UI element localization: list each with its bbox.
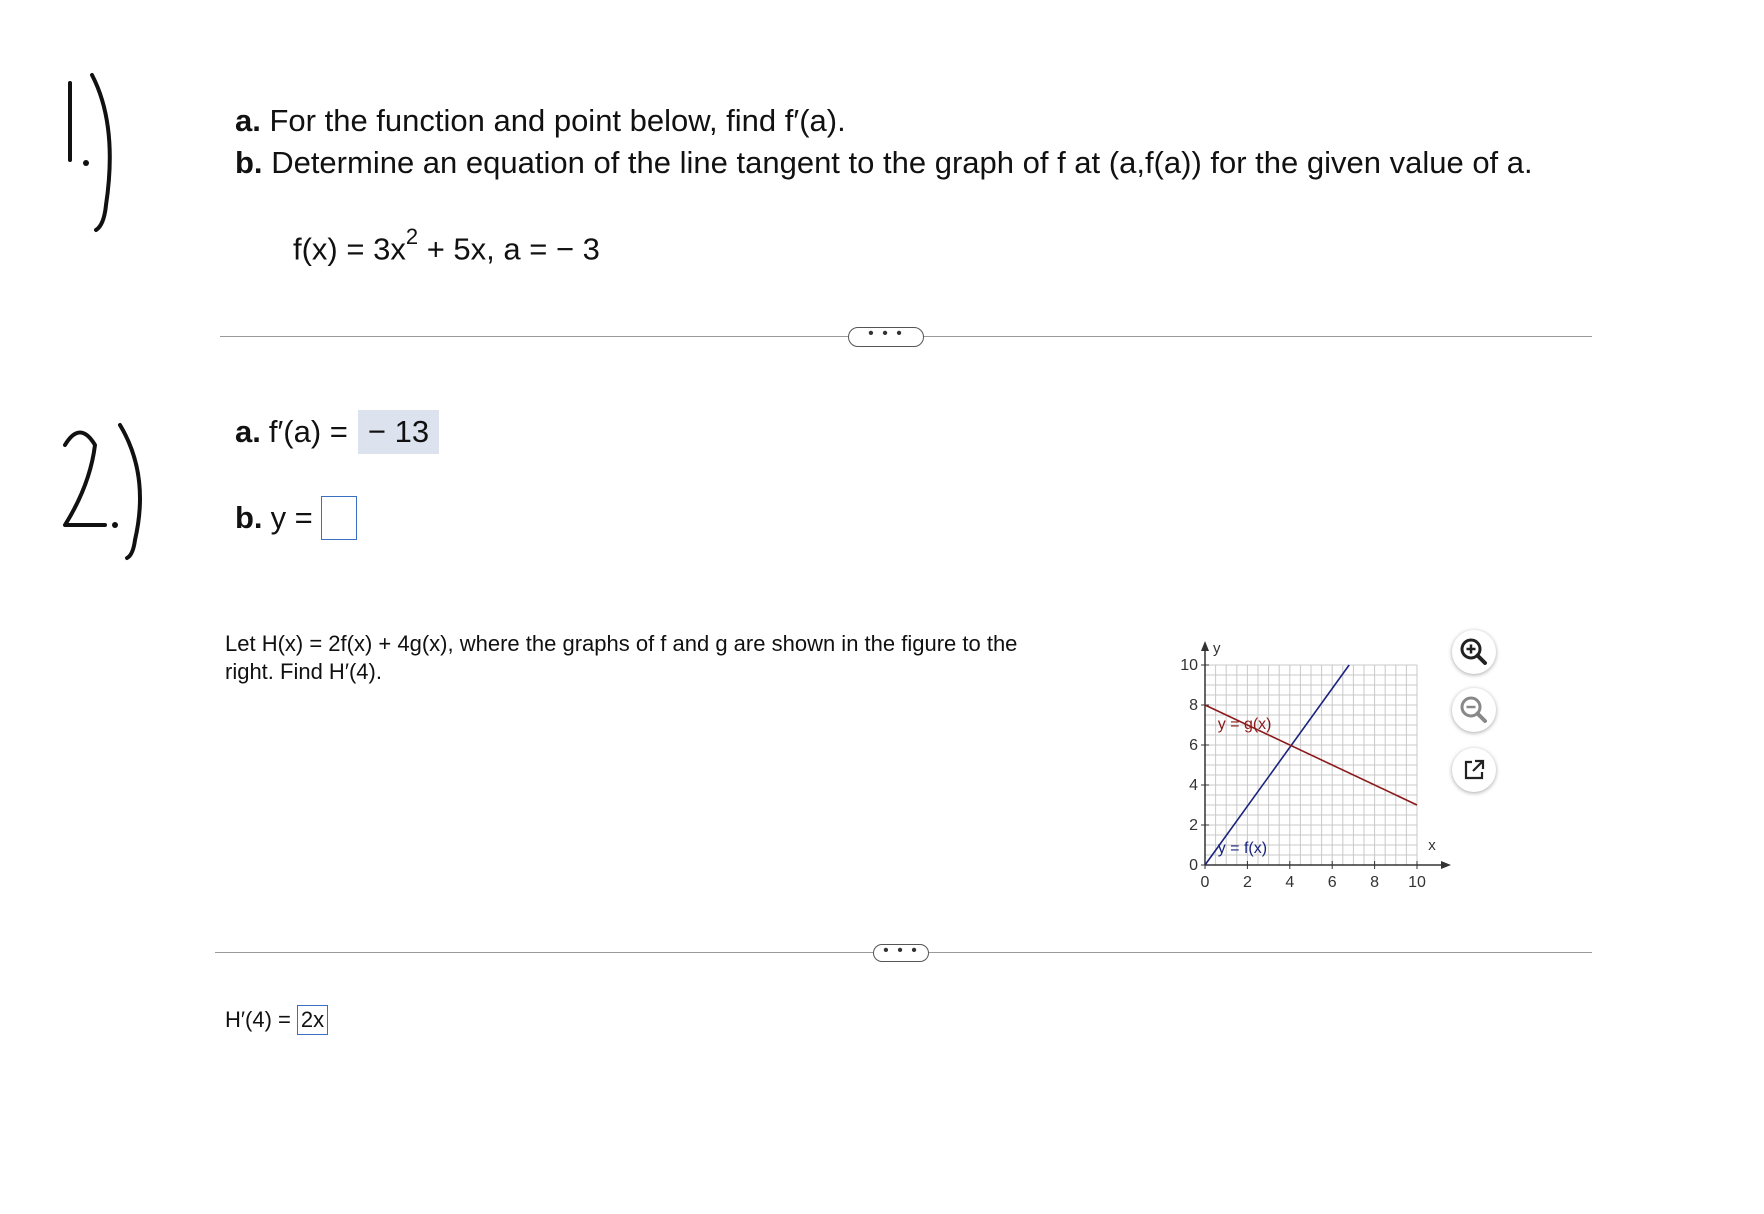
- part-b-label: b.: [235, 145, 263, 180]
- handwritten-number-one: [58, 65, 128, 235]
- problem-2-text: Let H(x) = 2f(x) + 4g(x), where the graphs of f and g are shown in the figure to the right. Find H′(4).: [225, 631, 1018, 684]
- function-exponent: 2: [405, 224, 419, 249]
- part-b-text: Determine an equation of the line tangent to the graph of f at (a,f(a)) for the given value of a.: [271, 145, 1533, 180]
- x-tick-label: 10: [1408, 874, 1426, 891]
- y-axis-label: y: [1213, 640, 1221, 657]
- x-tick-label: 0: [1200, 874, 1210, 891]
- function-graph: [1160, 625, 1460, 905]
- x-axis-arrow: [1441, 861, 1451, 869]
- h-prime-input[interactable]: 2x: [297, 1005, 328, 1035]
- x-tick-label: 2: [1242, 874, 1252, 891]
- zoom-in-icon[interactable]: [1452, 630, 1496, 674]
- y-tick-label: 0: [1189, 857, 1198, 874]
- zoom-out-icon[interactable]: [1452, 688, 1496, 732]
- series-label-f: y = f(x): [1217, 840, 1268, 857]
- y-tick-label: 6: [1189, 737, 1198, 754]
- part-a-label: a.: [235, 103, 261, 138]
- answer-b-input[interactable]: [321, 496, 357, 540]
- expand-more-button[interactable]: • • •: [848, 327, 924, 347]
- answer-b-row: [235, 496, 357, 540]
- answer-a-expression: f′(a) =: [268, 414, 348, 449]
- function-suffix: + 5x, a = − 3: [418, 231, 600, 267]
- part-a-text: For the function and point below, find f′(a).: [269, 103, 846, 138]
- answer-a-row: [235, 410, 439, 454]
- x-tick-label: 8: [1370, 874, 1380, 891]
- question-part-a: [235, 100, 846, 142]
- answer-a-value[interactable]: − 13: [358, 410, 439, 454]
- expand-more-button-2[interactable]: • • •: [873, 944, 929, 962]
- function-prefix: f(x) = 3x: [293, 231, 406, 267]
- handwritten-number-two: [55, 415, 155, 565]
- y-tick-label: 4: [1189, 777, 1198, 794]
- h-prime-answer-row: [225, 1005, 328, 1035]
- y-tick-label: 8: [1189, 697, 1198, 714]
- h-prime-label: H′(4) =: [225, 1007, 291, 1032]
- answer-a-label: a.: [235, 414, 261, 449]
- y-tick-label: 2: [1189, 817, 1198, 834]
- function-definition: [293, 224, 600, 267]
- series-label-g: y = g(x): [1217, 716, 1272, 733]
- x-tick-label: 6: [1327, 874, 1337, 891]
- question-part-b: [235, 142, 1533, 184]
- answer-b-expression: y =: [270, 500, 313, 535]
- y-axis-arrow: [1201, 641, 1209, 651]
- answer-b-label: b.: [235, 500, 263, 535]
- x-axis-label: x: [1428, 837, 1436, 854]
- popout-icon[interactable]: [1452, 748, 1496, 792]
- y-tick-label: 10: [1180, 657, 1198, 674]
- x-tick-label: 4: [1285, 874, 1295, 891]
